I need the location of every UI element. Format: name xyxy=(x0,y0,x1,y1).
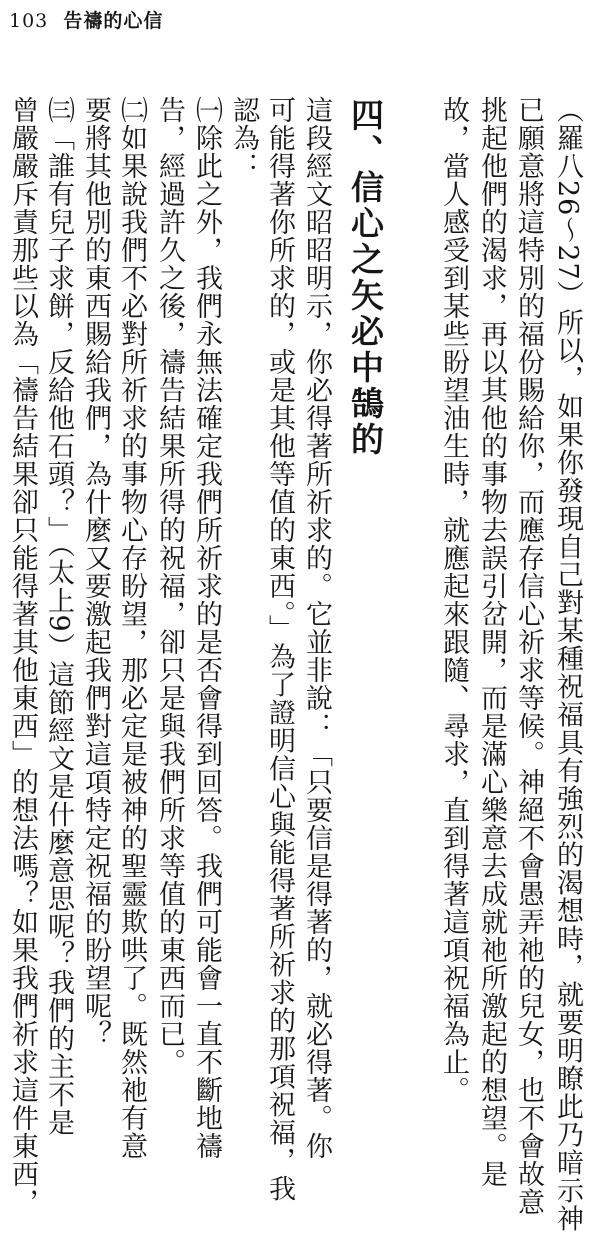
text-column-11: 要將其他別的東西賜給我們，為什麼又要激起我們對這項特定祝福的盼望呢？ xyxy=(80,96,111,1048)
text-column-2: 已願意將這特別的福份賜給你，而應存信心祈求等候。神絕不會愚弄祂的兒女，也不會故意 xyxy=(513,96,544,1216)
text-column-1: （羅八26～27）所以，如果你發現自己對某種祝福具有強烈的渴想時，就要明瞭此乃暗示神 xyxy=(552,96,583,1233)
text-column-6: 可能得著你所求的，或是其他等值的東西。」為了證明信心與能得著所祈求的那項祝福，我 xyxy=(264,96,295,1203)
text-column-5: 這段經文昭昭明示，你必得著所祈求的。它並非說：「只要信是得著的，就必得著。你 xyxy=(301,96,332,1160)
text-column-8: ㈠除此之外，我們永無法確定我們所祈求的是否會得到回答。我們可能會一直不斷地禱 xyxy=(191,96,222,1160)
section-heading: 四、信心之矢必中鵠的 xyxy=(346,98,385,458)
text-column-10: ㈡如果說我們不必對所祈求的事物心存盼望，那必定是被神的聖靈欺哄了。既然祂有意 xyxy=(116,96,147,1160)
text-column-4: 故，當人感受到某些盼望油生時，就應起來跟隨、尋求，直到得著這項祝福為止。 xyxy=(438,96,469,1104)
text-column-13: 曾嚴嚴斥責那些以為「禱告結果卻只能得著其他東西」的想法嗎？如果我們祈求這件東西， xyxy=(7,96,38,1216)
page-header xyxy=(9,6,163,33)
text-column-12: ㈢「誰有兒子求餅，反給他石頭？」（太上9）這節經文是什麼意思呢？我們的主不是 xyxy=(43,96,74,1137)
page-number: 103 xyxy=(9,10,49,32)
text-column-9: 告，經過許久之後，禱告結果所得的祝福，卻只是與我們所求等值的東西而已。 xyxy=(154,96,185,1076)
book-title: 告禱的心信 xyxy=(63,10,164,32)
text-column-7: 認為： xyxy=(228,96,259,180)
text-column-3: 挑起他們的渴求，再以其他的事物去誤引岔開，而是滿心樂意去成就祂所激起的想望。是 xyxy=(476,96,507,1188)
